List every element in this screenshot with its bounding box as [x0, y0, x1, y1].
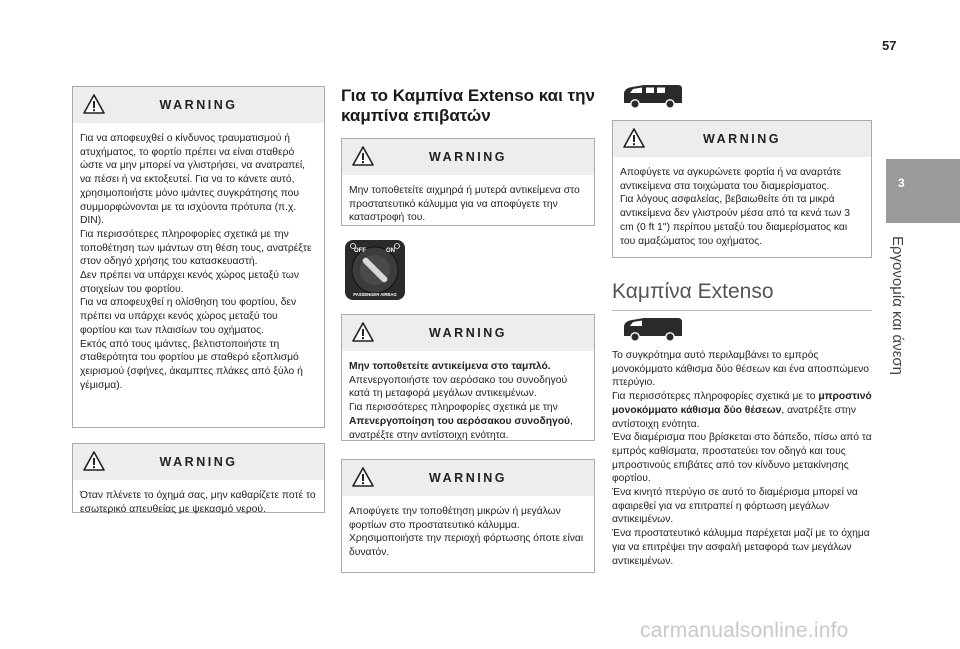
warning-triangle-icon	[352, 146, 374, 166]
airbag-on-label: ON	[386, 248, 395, 254]
extenso-description	[612, 349, 872, 568]
warning-paragraph: Για λόγους ασφαλείας, βεβαιωθείτε ότι τα μικρά αντικείμενα δεν γλιστρούν μέσα από τα κενά των 3 cm (0 ft 1") περίπου μεταξύ του διαμερίσματος και του αμαξώματος του οχήματος.	[620, 194, 851, 247]
warning-triangle-icon	[623, 128, 645, 148]
warning-title: WARNING	[159, 98, 238, 112]
text-span: Για περισσότερες πληροφορίες σχετικά με την	[349, 402, 558, 414]
paragraph: Ένα διαμέρισμα που βρίσκεται στο δάπεδο, πίσω από τα εμπρός καθίσματα, προστατεύει τον οδηγό και τους μπροστινούς επιβάτες από τον κίνδυνο μετακίνησης φορτίου.	[612, 432, 872, 485]
warning-header	[73, 87, 324, 123]
warning-paragraph: Αποφύγετε την τοποθέτηση μικρών ή μεγάλων φορτίων στο προστατευτικό κάλυμμα.	[349, 506, 561, 531]
warning-paragraph: Δεν πρέπει να υπάρχει κενός χώρος μεταξύ των στοιχείων του φορτίου.	[80, 270, 299, 295]
chapter-title	[889, 236, 914, 375]
warning-title: WARNING	[703, 132, 781, 146]
warning-title: WARNING	[429, 326, 507, 340]
warning-paragraph: Χρησιμοποιήστε την περιοχή φόρτωσης όποτε είναι δυνατόν.	[349, 533, 584, 559]
airbag-ring-label: PASSENGER AIRBAG	[353, 292, 397, 297]
warning-body	[73, 480, 324, 524]
van-extenso-icon	[620, 316, 684, 342]
warning-box-load-securing	[72, 86, 325, 428]
warning-paragraph: Για να αποφευχθεί ο κίνδυνος τραυματισμού ή ατυχήματος, το φορτίο πρέπει να είναι σταθερό ώστε να μην μπορεί να γλιστρήσει, να ανατραπεί, να πέσει ή να εκτοξευτεί. Για να το κάνετε αυτό, χρησιμοποιήστε μόνο ιμάντες συγκράτησης που συμμορφώνονται με τα ισχύοντα πρότυπα (π.χ. DIN).	[80, 133, 306, 227]
warning-header	[342, 315, 594, 351]
warning-triangle-icon	[352, 467, 374, 487]
warning-paragraph: Απενεργοποιήστε τον αερόσακο του συνοδηγού κατά τη μεταφορά μεγάλων αντικειμένων.	[349, 374, 568, 400]
warning-header	[342, 139, 594, 175]
paragraph: Ένα κινητό πτερύγιο σε αυτό το διαμέρισμα μπορεί να αφαιρεθεί για να επιτραπεί η φόρτωση μεγάλων αντικειμένων.	[612, 487, 858, 526]
van-crew-cab-icon	[620, 83, 684, 109]
text-span: , ανατρέξτε στην αντίστοιχη ενότητα.	[349, 415, 573, 441]
text-span: Για περισσότερες πληροφορίες σχετικά με το	[612, 391, 819, 403]
section-title-extenso: Καμπίνα Extenso	[612, 280, 774, 303]
warning-body	[613, 157, 871, 256]
section-divider	[612, 310, 872, 311]
warning-paragraph: Αποφύγετε να αγκυρώνετε φορτία ή να αναρτάτε αντικείμενα στα τοιχώματα του διαμερίσματος.	[620, 167, 842, 192]
page-number: 57	[882, 38, 897, 53]
warning-box-protective-cover	[341, 459, 595, 573]
watermark: carmanualsonline.info	[640, 619, 849, 642]
warning-paragraph: Για να αποφευχθεί η ολίσθηση του φορτίου, δεν πρέπει να υπάρχει κενός χώρος μεταξύ του φορτίου και των πλαισίων του οχήματος.	[80, 297, 297, 336]
warning-triangle-icon	[83, 451, 105, 471]
warning-header	[342, 460, 594, 496]
warning-header	[73, 444, 324, 480]
warning-paragraph: Μην τοποθετείτε αιχμηρά ή μυτερά αντικείμενα στο προστατευτικό κάλυμμα για να αποφύγετε την καταστροφή του.	[349, 185, 580, 224]
chapter-tab[interactable]	[886, 159, 960, 223]
chapter-number: 3	[898, 176, 905, 190]
warning-paragraph	[349, 401, 586, 442]
warning-body	[342, 351, 594, 450]
warning-title: WARNING	[429, 471, 507, 485]
paragraph: Ένα προστατευτικό κάλυμμα παρέχεται μαζί με το όχημα για να επιτρέψει την ασφαλή μεταφορά των μεγάλων αντικειμένων.	[612, 528, 870, 567]
warning-body	[342, 496, 594, 568]
paragraph: Το συγκρότημα αυτό περιλαμβάνει το εμπρός μονοκόμματο κάθισμα δύο θέσεων και ένα αποσπώμενο πτερύγιο.	[612, 350, 870, 389]
warning-box-dashboard	[341, 314, 595, 441]
warning-box-washing	[72, 443, 325, 513]
warning-body	[342, 175, 594, 233]
warning-body	[73, 123, 324, 400]
warning-paragraph: Εκτός από τους ιμάντες, βελτιστοποιήστε τη σταθερότητα του φορτίου με σταθερό εξοπλισμό χειρισμού (σφήνες, άκαμπτες πλάκες από ξύλο ή γέμισμα).	[80, 338, 303, 391]
airbag-off-label: OFF	[354, 248, 366, 254]
warning-title: WARNING	[429, 150, 507, 164]
warning-box-sharp-objects	[341, 138, 595, 226]
warning-title: WARNING	[159, 455, 238, 469]
warning-triangle-icon	[352, 322, 374, 342]
warning-paragraph: Όταν πλένετε το όχημά σας, μην καθαρίζετε ποτέ το εσωτερικό απευθείας με ψεκασμό νερού.	[80, 490, 316, 515]
chapter-title-text: Εργονομία και άνεση	[889, 236, 906, 375]
warning-triangle-icon	[83, 94, 105, 114]
warning-header	[613, 121, 871, 157]
paragraph	[612, 390, 872, 431]
warning-heading: Μην τοποθετείτε αντικείμενα στο ταμπλό.	[349, 361, 551, 372]
section-title-extenso-cab: Για το Καμπίνα Extenso και την καμπίνα επιβατών	[341, 86, 595, 125]
link-passenger-airbag[interactable]: Απενεργοποίηση του αερόσακου συνοδηγού	[349, 415, 570, 427]
warning-paragraph: Για περισσότερες πληροφορίες σχετικά με την τοποθέτηση των ιμάντων στη θέση τους, ανατρέξτε στον οδηγό χρήσης του κατασκευαστή.	[80, 228, 312, 268]
passenger-airbag-switch-icon	[345, 240, 405, 300]
warning-box-compartment	[612, 120, 872, 258]
text-span: , ανατρέξτε στην αντίστοιχη ενότητα.	[612, 404, 857, 430]
link-front-bench-seat[interactable]: μπροστινό μονοκόμματο κάθισμα δύο θέσεων	[612, 391, 872, 416]
